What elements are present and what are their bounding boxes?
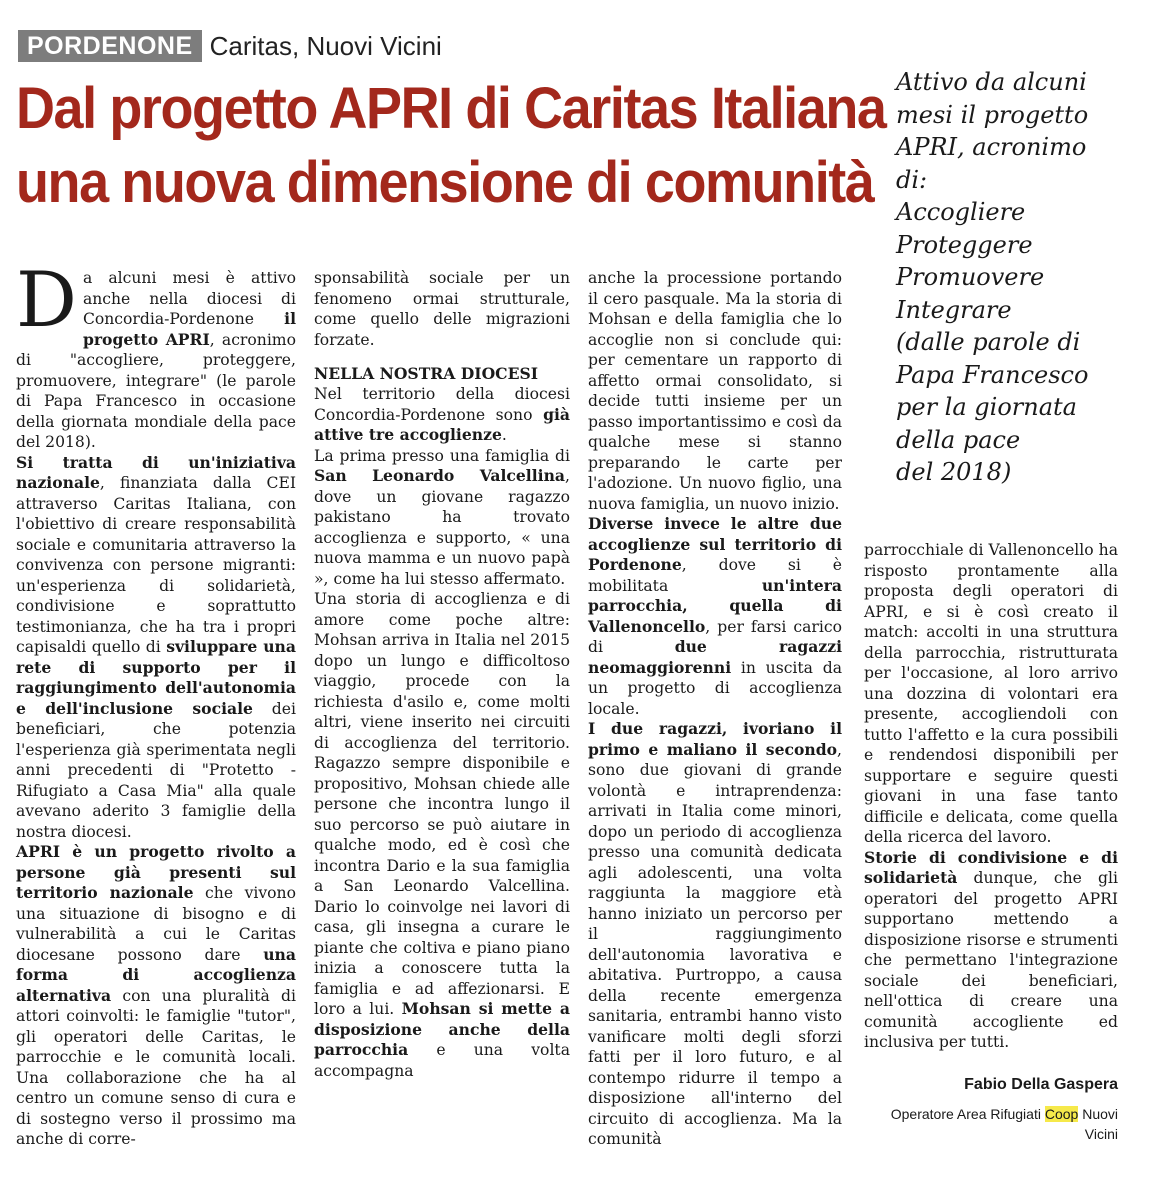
paragraph: parrocchiale di Vallenoncello ha risposto prontamente alla proposta degli operatori di APRI, e si è così creato il match: accolti in una struttura della parrocchia, ristrutturata per l'occasione, al loro arrivo una dozzina di volontari era presente, accogliendoli con tutto l'affetto e la cura possibili e rendendosi disponibili per supportare e seguire questi giovani in una fase tanto difficile e delicata, come quella della ricerca del lavoro. xyxy=(864,541,1118,846)
text: Nel territorio della diocesi Concordia-Pordenone sono xyxy=(314,385,570,424)
bold-text: San Leonardo Valcellina xyxy=(314,466,566,485)
paragraph xyxy=(16,255,296,453)
text: La prima presso una famiglia di xyxy=(314,446,570,465)
bold-text: già attive tre accoglienze xyxy=(314,404,570,444)
text: Una storia di accoglienza e di amore come poche altre: Mohsan arriva in Italia nel 2015 dopo un lungo e difficoltoso viaggio, procede con la richiesta d'asilo e, come molti altri, viene inserito nei circuiti di accoglienza del territorio. Ragazzo sempre disponibile e propositivo, Mohsan chiede alle persone che incontra lungo il suo percorso se può aiutare in qualche modo, ed è così che incontra Dario e la sua famiglia a San Leonardo Valcellina. Dario lo coinvolge nei lavori di casa, gli insegna a curare le piante che coltiva e piano piano inizia a conoscere tutta la famiglia e ad affezionarsi. E loro a lui. xyxy=(314,590,570,1018)
paragraph xyxy=(314,589,570,1081)
section-tag: PORDENONE xyxy=(18,30,202,62)
sidebar-summary xyxy=(896,66,1146,489)
text: , finanziata dalla CEI attraverso Caritas Italiana, con l'obiettivo di creare responsabilità sociale e comunitaria attraverso la convivenza con persone migranti: un'esperienza di solidarietà, condivisione e soprattutto testimonianza, che ha tra i propri capisaldi quello di xyxy=(16,474,296,656)
text: , dove un giovane ragazzo pakistano ha trovato accoglienza e supporto, « una nuova mamma e un nuovo papà », come ha lui stesso affermato. xyxy=(314,467,570,588)
text: Nuovi Vicini xyxy=(1078,1106,1118,1142)
paragraph xyxy=(588,514,842,719)
article-column-3 xyxy=(588,268,842,1150)
paragraph xyxy=(16,842,296,1150)
text: . xyxy=(501,426,507,444)
paragraph xyxy=(314,446,570,590)
text: , per farsi carico di xyxy=(588,617,842,656)
text: e una volta accompagna xyxy=(314,1041,570,1080)
bold-text: il progetto APRI xyxy=(82,309,296,349)
bold-text: I due ragazzi, ivoriano il primo e maliano il secondo xyxy=(588,719,842,759)
subhead: NELLA NOSTRA DIOCESI xyxy=(314,364,539,383)
headline-line-2: una nuova dimensione di comunità xyxy=(16,150,874,215)
highlighted-text: Coop xyxy=(1044,1106,1079,1122)
paragraph: sponsabilità sociale per un fenomeno ormai strutturale, come quello delle migrazioni forzate. xyxy=(314,269,570,349)
sidebar-line: di: xyxy=(896,165,928,194)
article-column-4 xyxy=(864,540,1118,1053)
section-kicker xyxy=(18,30,442,62)
author-name: Fabio Della Gaspera xyxy=(964,1076,1118,1093)
sidebar-line: Papa Francesco xyxy=(896,360,1089,389)
text: Operatore Area Rifugiati xyxy=(890,1106,1045,1122)
bold-text: due ragazzi neomaggiorenni xyxy=(588,637,842,677)
headline xyxy=(16,72,886,220)
bold-text: un'intera parrocchia, quella di Vallenoncello xyxy=(588,575,842,636)
bold-text: una forma di accoglienza alternativa xyxy=(16,944,296,1005)
paragraph xyxy=(314,384,570,446)
text: in uscita da un progetto di accoglienza locale. xyxy=(588,658,842,718)
sidebar-line: Attivo da alcuni xyxy=(896,68,1087,96)
paragraph xyxy=(588,719,842,1150)
bold-text: Si tratta di un'iniziativa nazionale xyxy=(16,452,296,492)
paragraph: anche la processione portando il cero pasquale. Ma la storia di Mohsan e della famiglia che lo accoglie non si conclude qui: per cementare un rapporto di affetto ormai consolidato, si decide tutti insieme per un passo importantissimo e così da qualche mese si stanno preparando le carte per l'adozione. Un nuovo figlio, una nuova famiglia, un nuovo inizio. xyxy=(588,269,842,513)
text: che vivono una situazione di bisogno e di vulnerabilità a cui le Caritas diocesane possono dare xyxy=(16,884,296,964)
sidebar-line: Promuovere xyxy=(896,263,1045,291)
text: con una pluralità di attori coinvolti: le famiglie "tutor", gli operatori delle Caritas, le parrocchie e le comunità locali. Una collaborazione che ha al centro un comune senso di cura e di sostegno verso il prossimo ma anche di corre- xyxy=(16,986,296,1148)
kicker-text: Caritas, Nuovi Vicini xyxy=(209,30,442,61)
text: dunque, che gli operatori del progetto APRI supportano mettendo a disposizione risorse e strumenti che permettano l'integrazione sociale dei beneficiari, nell'ottica di creare una comunità accogliente ed inclusiva per tutti. xyxy=(864,869,1118,1051)
paragraph xyxy=(16,453,296,843)
sidebar-line: mesi il progetto xyxy=(896,100,1089,129)
bold-text: sviluppare una rete di supporto per il raggiungimento dell'autonomia e dell'inclusione sociale xyxy=(16,637,296,718)
sidebar-line: (dalle parole di xyxy=(896,328,1081,356)
text: a alcuni mesi è attivo anche nella diocesi di Concordia-Pordenone xyxy=(82,269,296,328)
text: dei beneficiari, che potenzia l'esperienza già sperimentata negli anni precedenti di "Protetto - Rifugiato a Casa Mia" alla quale avevano aderito 3 famiglie della nostra diocesi. xyxy=(16,699,297,841)
author-role xyxy=(864,1104,1118,1144)
text: , acronimo di "accogliere, proteggere, promuovere, integrare" (le parole di Papa Francesco in occasione della giornata mondiale della pace del 2018). xyxy=(16,330,296,451)
sidebar-line: Proteggere xyxy=(896,230,1033,259)
sidebar-line: del 2018) xyxy=(896,458,1012,486)
drop-cap: D xyxy=(16,255,77,344)
bold-text: Diverse invece le altre due accoglienze sul territorio di Pordenone xyxy=(588,514,842,574)
article-column-1 xyxy=(16,255,297,1150)
text: , sono due giovani di grande volontà e intraprendenza: arrivati in Italia come minori, dopo un periodo di accoglienza presso una comunità dedicata agli adolescenti, una volta raggiunta la maggiore età hanno iniziato un percorso per il raggiungimento dell'autonomia lavorativa e abitativa. Purtroppo, a causa della recente emergenza sanitaria, entrambi hanno visto vanificare molti degli sforzi fatti per il loro futuro, e al contempo ridurre il tempo a disposizione all'interno del circuito di accoglienza. Ma la comunità xyxy=(588,740,842,1148)
paragraph xyxy=(864,848,1118,1053)
sidebar-line: Integrare xyxy=(896,295,1012,324)
bold-text: Storie di condivisione e di solidarietà xyxy=(864,847,1118,887)
text: , dove si è mobilitata xyxy=(588,556,842,595)
bold-text: APRI è un progetto rivolto a persone già presenti sul territorio nazionale xyxy=(16,842,296,902)
byline xyxy=(864,1076,1118,1144)
article-column-2 xyxy=(314,268,570,1081)
sidebar-line: APRI, acronimo xyxy=(896,133,1087,161)
bold-text: Mohsan si mette a disposizione anche della parrocchia xyxy=(314,999,570,1059)
headline-line-1: Dal progetto APRI di Caritas Italiana xyxy=(16,76,886,141)
sidebar-line: per la giornata xyxy=(896,393,1077,421)
sidebar-line: Accogliere xyxy=(896,198,1026,226)
sidebar-line: della pace xyxy=(896,425,1021,454)
